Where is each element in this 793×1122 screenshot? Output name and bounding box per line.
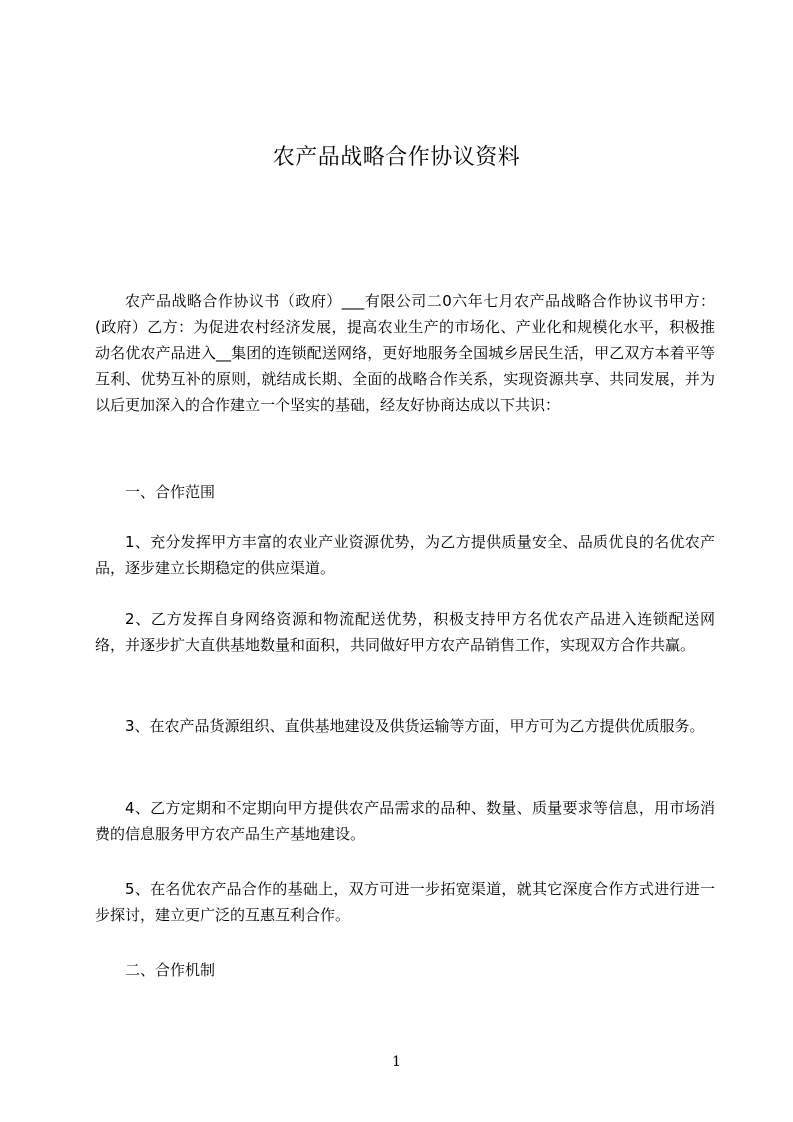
clause-2: 2、乙方发挥自身网络资源和物流配送优势，积极支持甲方名优农产品进入连锁配送网络，并逐步扩大直供基地数量和面积，共同做好甲方农产品销售工作，实现双方合作共赢。 — [95, 610, 715, 654]
section-heading-cooperation-mechanism: 二、合作机制 — [125, 961, 216, 979]
clause-4: 4、乙方定期和不定期向甲方提供农产品需求的品种、数量、质量要求等信息，用市场消费的信息服务甲方农产品生产基地建设。 — [95, 799, 715, 843]
clause-5: 5、在名优农产品合作的基础上，双方可进一步拓宽渠道，就其它深度合作方式进行进一步探讨，建立更广泛的互惠互利合作。 — [95, 880, 715, 924]
page-number: 1 — [392, 1054, 401, 1070]
clause-3: 3、在农产品货源组织、直供基地建设及供货运输等方面，甲方可为乙方提供优质服务。 — [125, 717, 705, 735]
section-heading-cooperation-scope: 一、合作范围 — [125, 483, 216, 501]
document-title: 农产品战略合作协议资料 — [272, 145, 521, 170]
clause-1: 1、充分发挥甲方丰富的农业产业资源优势，为乙方提供质量安全、品质优良的名优农产品，逐步建立长期稳定的供应渠道。 — [95, 533, 715, 577]
intro-paragraph: 农产品战略合作协议书（政府）___有限公司二0六年七月农产品战略合作协议书甲方：(政府）乙方：为促进农村经济发展，提高农业生产的市场化、产业化和规模化水平，积极推动名优农产品进入__集团的连锁配送网络，更好地服务全国城乡居民生活，甲乙双方本着平等互利、优势互补的原则，就结成长期、全面的战略合作关系，实现资源共享、共同发展，并为以后更加深入的合作建立一个坚实的基础，经友好协商达成以下共识： — [95, 292, 715, 414]
